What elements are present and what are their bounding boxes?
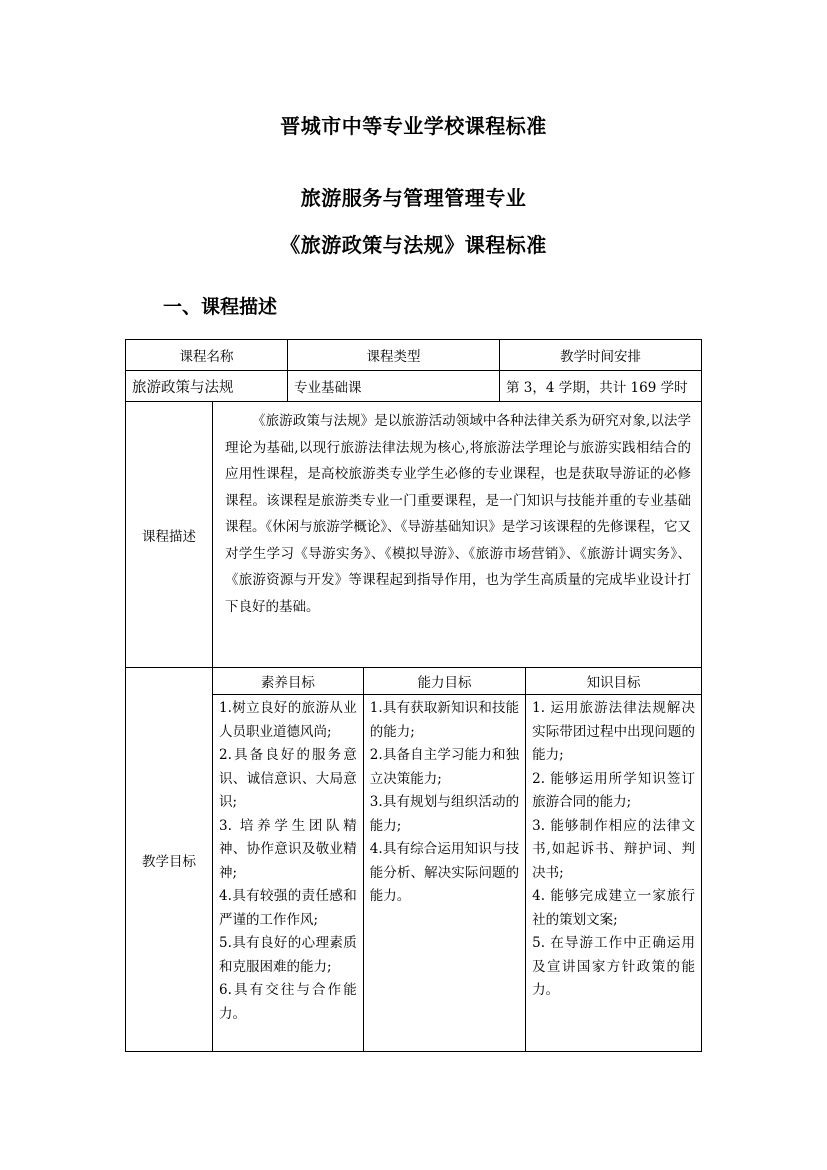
course-info-table [125, 339, 702, 1052]
course-description-text: 《旅游政策与法规》是以旅游活动领域中各种法律关系为研究对象,以法学理论为基础,以现行旅游法律法规为核心,将旅游法学理论与旅游实践相结合的应用性课程，是高校旅游类专业学生必修的专业课程，也是获取导游证的必修课程。该课程是旅游类专业一门重要课程，是一门知识与技能并重的专业基础课程。《休闲与旅游学概论》、《导游基础知识》是学习该课程的先修课程，它又对学生学习《导游实务》、《模拟导游》、《旅游市场营销》、《旅游计调实务》、《旅游资源与开发》等课程起到指导作用，也为学生高质量的完成毕业设计打下良好的基础。 [213, 402, 702, 668]
schedule-value: 第 3，4 学期，共计 169 学时 [500, 371, 702, 402]
goals-header-ability: 能力目标 [363, 668, 525, 695]
goals-header-quality: 素养目标 [213, 668, 363, 695]
header-course-type: 课程类型 [288, 340, 500, 371]
knowledge-goals-list [526, 695, 701, 1052]
list-item: 2.具备良好的服务意识、诚信意识、大局意识; [219, 747, 357, 810]
list-item: 2. 能够运用所学知识签订旅游合同的能力; [532, 770, 695, 810]
list-item: 5.具有良好的心理素质和克服困难的能力; [219, 935, 357, 975]
list-item: 6.具有交往与合作能力。 [219, 982, 357, 1022]
quality-goals-list [213, 695, 363, 1052]
ability-goals-list [363, 695, 525, 1052]
goals-label: 教学目标 [126, 668, 213, 1052]
list-item: 4. 能够完成建立一家旅行社的策划文案; [532, 888, 695, 928]
list-item: 3.具有规划与组织活动的能力; [369, 794, 520, 834]
list-item: 1.树立良好的旅游从业人员职业道德风尚; [219, 700, 357, 740]
description-label: 课程描述 [126, 402, 213, 668]
course-title: 《旅游政策与法规》课程标准 [280, 233, 547, 257]
major-title: 旅游服务与管理管理专业 [300, 186, 527, 210]
section-heading-course-description: 一、课程描述 [163, 296, 278, 318]
list-item: 1. 运用旅游法律法规解决实际带团过程中出现问题的能力; [532, 700, 695, 763]
list-item: 5. 在导游工作中正确运用及宣讲国家方针政策的能力。 [532, 935, 695, 998]
course-type-value: 专业基础课 [288, 371, 500, 402]
goals-header-knowledge: 知识目标 [526, 668, 701, 695]
header-schedule: 教学时间安排 [500, 340, 702, 371]
goals-table [213, 668, 701, 1051]
goals-cell [213, 668, 702, 1052]
course-name-value: 旅游政策与法规 [126, 371, 288, 402]
school-title: 晋城市中等专业学校课程标准 [280, 114, 547, 138]
list-item: 3. 能够制作相应的法律文书,如起诉书、辩护词、判决书; [532, 817, 695, 881]
list-item: 1.具有获取新知识和技能的能力; [369, 700, 520, 740]
list-item: 3. 培养学生团队精神、协作意识及敬业精神; [219, 817, 357, 881]
header-course-name: 课程名称 [126, 340, 288, 371]
list-item: 4.具有综合运用知识与技能分析、解决实际问题的能力。 [369, 841, 520, 904]
list-item: 2.具备自主学习能力和独立决策能力; [369, 747, 520, 787]
list-item: 4.具有较强的责任感和严谨的工作作风; [219, 888, 357, 928]
